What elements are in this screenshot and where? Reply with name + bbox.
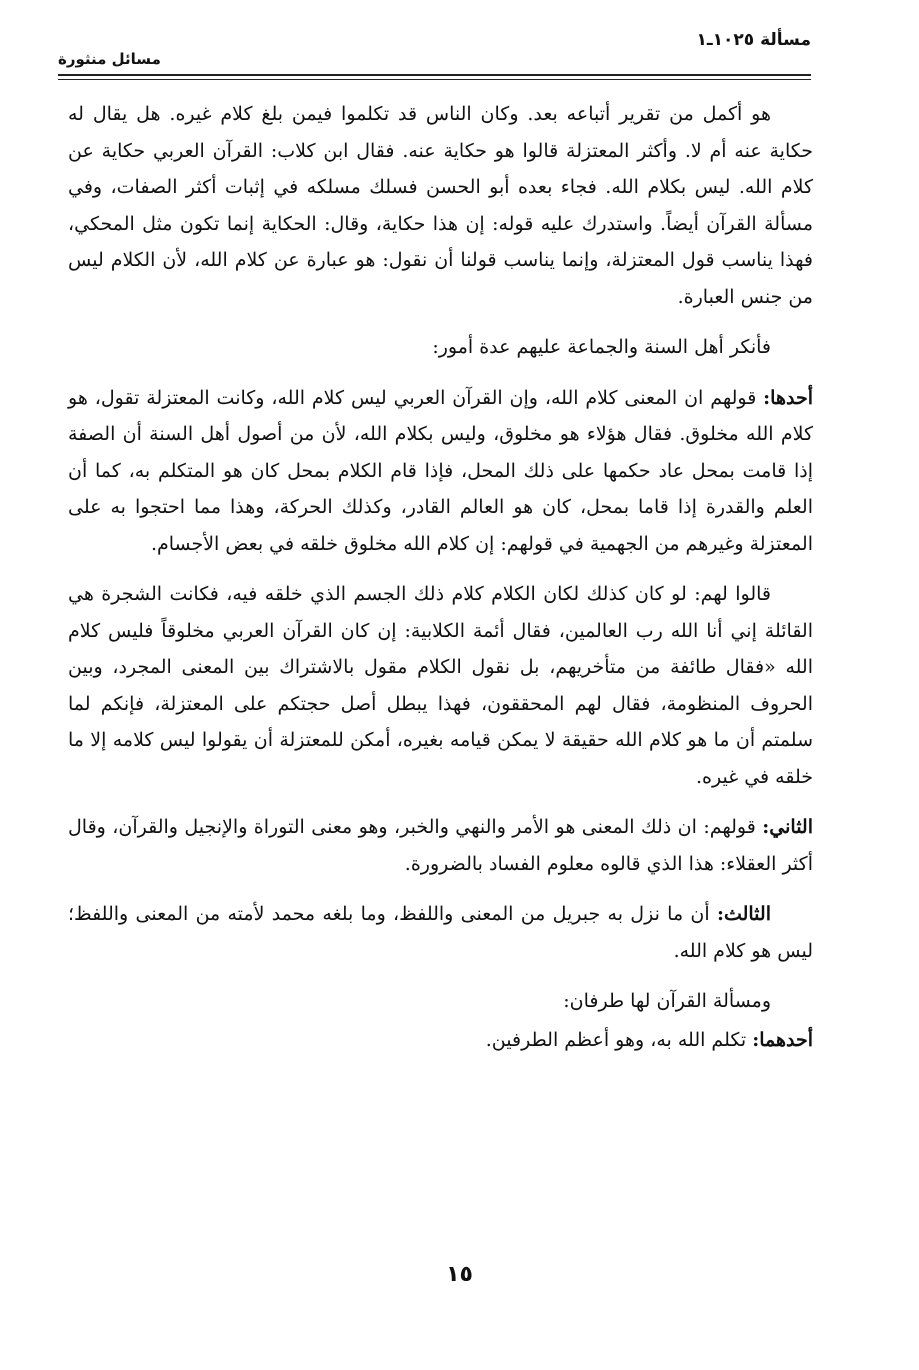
paragraph <box>68 896 813 969</box>
paragraph-text: تكلم الله به، وهو أعظم الطرفين. <box>485 1028 753 1051</box>
paragraph-lead: أحدها: <box>763 386 813 409</box>
body-text <box>68 96 813 1072</box>
paragraph <box>68 576 813 795</box>
page-number: ١٥ <box>446 1262 473 1287</box>
paragraph-lead: أحدهما: <box>752 1028 813 1051</box>
paragraph-text: قولهم ان المعنى كلام الله، وإن القرآن العربي ليس كلام الله، وكانت المعتزلة تقول، هو كلام الله مخلوق. فقال هؤلاء هو مخلوق، وليس بكلام الله، لأن من أصول أهل السنة أن الصفة إذا قامت بمحل عاد حكمها على ذلك المحل، فإذا قام الكلام بمحل كان هو المتكلم به، كما أن العلم والقدرة إذا قاما بمحل، كان هو العالم القادر، وكذلك الحركة، وهذا مما احتجوا به على المعتزلة وغيرهم من الجهمية في قولهم: إن كلام الله مخلوق خلقه في بعض الأجسام. <box>68 386 813 555</box>
paragraph-text: فأنكر أهل السنة والجماعة عليهم عدة أمور: <box>432 336 771 358</box>
header-rule <box>58 74 811 80</box>
paragraph-text: هو أكمل من تقرير أتباعه بعد. وكان الناس قد تكلموا فيمن بلغ كلام غيره. هل يقال له حكاية عنه أم لا. وأكثر المعتزلة قالوا هو حكاية عنه. فقال ابن كلاب: القرآن العربي حكاية عن كلام الله. ليس بكلام الله. فجاء بعده أبو الحسن فسلك مسلكه في إثبات أكثر الصفات، وفي مسألة القرآن أيضاً. واستدرك عليه قوله: إن هذا حكاية، وقال: الحكاية إنما تكون مثل المحكي، فهذا يناسب قول المعتزلة، وإنما يناسب قولنا أن نقول: هو عبارة عن كلام الله، لأن الكلام ليس من جنس العبارة. <box>68 103 813 308</box>
header-subtitle: مسائل منثورة <box>58 50 161 68</box>
paragraph <box>68 809 813 882</box>
paragraph <box>68 983 813 1020</box>
paragraph <box>68 380 813 563</box>
paragraph-lead: الثالث: <box>716 903 771 925</box>
paragraph-text: قولهم: ان ذلك المعنى هو الأمر والنهي والخبر، وهو معنى التوراة والإنجيل والقرآن، وقال أكثر العقلاء: هذا الذي قالوه معلوم الفساد بالضرورة. <box>68 816 813 875</box>
paragraph-lead: الثاني: <box>762 816 813 838</box>
paragraph <box>68 96 813 315</box>
paragraph-text: قالوا لهم: لو كان كذلك لكان الكلام كلام ذلك الجسم الذي خلقه فيه، فكانت الشجرة هي القائلة إني أنا الله رب العالمين، فقال أئمة الكلابية: إن كان القرآن العربي مخلوقاً فليس كلام الله «فقال طائفة من متأخريهم، بل نقول الكلام مقول بالاشتراك بين المعنى المجرد، وبين الحروف المنظومة، فقال لهم المحققون، فهذا يبطل أصل حجتكم على المعتزلة، فإنكم لما سلمتم أن ما هو كلام الله حقيقة لا يمكن قيامه بغيره، أمكن للمعتزلة أن يقولوا ليس كلامه إلا ما خلقه في غيره. <box>68 583 813 788</box>
running-header <box>58 28 811 72</box>
paragraph <box>68 329 813 366</box>
paragraph-text: ومسألة القرآن لها طرفان: <box>563 990 771 1012</box>
paragraph <box>68 1022 813 1059</box>
paragraph-text: أن ما نزل به جبريل من المعنى واللفظ، وما بلغه محمد لأمته من المعنى واللفظ؛ ليس هو كلام الله. <box>68 903 813 962</box>
header-title: مسألة ١٠٢٥ـ١ <box>696 30 811 50</box>
